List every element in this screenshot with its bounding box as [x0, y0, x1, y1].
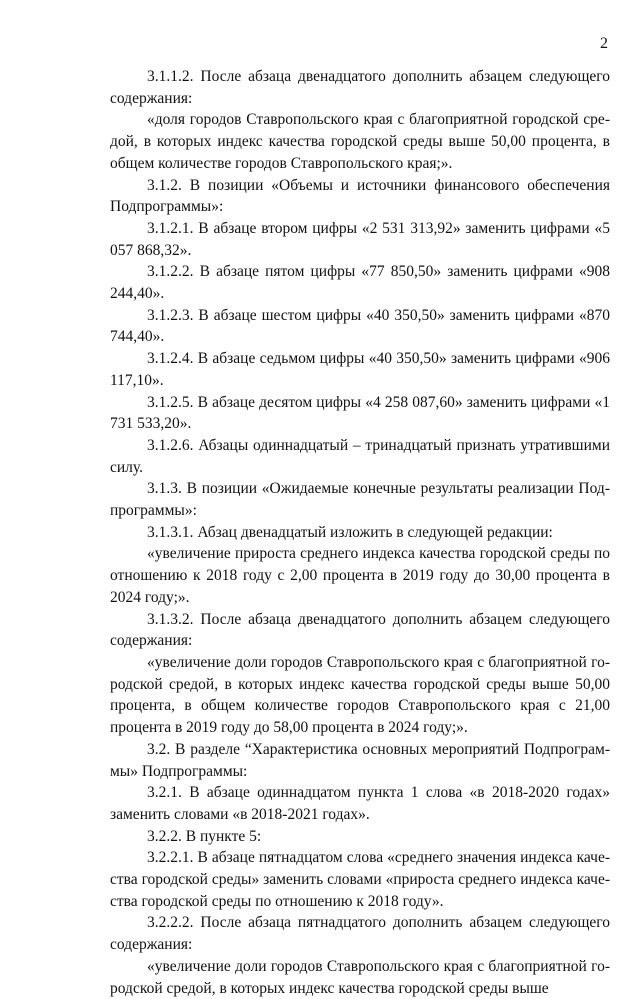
- paragraph-quote-share-cities: «доля городов Ставропольского края с благоприятной городской средой, в которых индекс качества городской среды выше 50,00 процента, в общем количестве городов Ставропольского края;».: [110, 111, 610, 172]
- document-body: [110, 66, 610, 999]
- paragraph-3-2-2: 3.2.2. В пункте 5:: [147, 827, 262, 845]
- paragraph-3-1-2-1: 3.1.2.1. В абзаце втором цифры «2 531 313,92» заменить цифрами «5 057 868,32».: [110, 219, 610, 259]
- paragraph-3-1-3-2: 3.1.3.2. После абзаца двенадцатого дополнить абзацем следующего содержания:: [110, 610, 610, 650]
- paragraph-3-1-2: 3.1.2. В позиции «Объемы и источники финансового обеспечения Подпрограммы»:: [110, 176, 610, 216]
- page-number: 2: [600, 35, 608, 52]
- paragraph-3-1-3: 3.1.3. В позиции «Ожидаемые конечные результаты реализации Подпрограммы»:: [110, 480, 610, 520]
- paragraph-3-2-1: 3.2.1. В абзаце одиннадцатом пункта 1 слова «в 2018-2020 годах» заменить словами «в 2018-2021 годах».: [110, 784, 610, 823]
- paragraph-3-1-2-5: 3.1.2.5. В абзаце десятом цифры «4 258 087,60» заменить цифрами «1 731 533,20».: [110, 393, 610, 433]
- paragraph-3-2-2-2: 3.2.2.2. После абзаца пятнадцатого дополнить абзацем следующего содержания:: [110, 914, 610, 954]
- paragraph-3-1-2-3: 3.1.2.3. В абзаце шестом цифры «40 350,50» заменить цифрами «870 744,40».: [110, 306, 610, 346]
- paragraph-quote-share-increase: «увеличение доли городов Ставропольского края с благоприятной городской средой, в которых индекс качества городской среды выше 50,00 процента, в общем количестве городов Ставропольского края с 21,00 процента в 2019 году до 58,00 процента в 2024 году;».: [110, 653, 610, 737]
- paragraph-quote-share-increase-continued: «увеличение доли городов Ставропольского края с благоприятной городской средой, в которых индекс качества городской среды выше: [110, 957, 610, 997]
- paragraph-quote-growth-index: «увеличение прироста среднего индекса качества городской среды по отношению к 2018 году с 2,00 процента в 2019 году до 30,00 процента в 2024 году;».: [110, 545, 610, 606]
- paragraph-3-1-2-2: 3.1.2.2. В абзаце пятом цифры «77 850,50» заменить цифрами «908 244,40».: [110, 263, 610, 303]
- paragraph-3-2: 3.2. В разделе “Характеристика основных мероприятий Подпрограммы» Подпрограммы:: [110, 740, 610, 780]
- paragraph-3-1-2-6: 3.1.2.6. Абзацы одиннадцатый – тринадцатый признать утратившими силу.: [110, 436, 610, 476]
- paragraph-3-1-3-1: 3.1.3.1. Абзац двенадцатый изложить в следующей редакции:: [147, 523, 553, 541]
- paragraph-3-1-1-2: 3.1.1.2. После абзаца двенадцатого дополнить абзацем следующего содержания:: [110, 68, 610, 107]
- paragraph-3-2-2-1: 3.2.2.1. В абзаце пятнадцатом слова «среднего значения индекса качества городской среды» заменить словами «прироста среднего индекса качества городской среды по отношению к 2018 году».: [110, 849, 610, 910]
- paragraph-3-1-2-4: 3.1.2.4. В абзаце седьмом цифры «40 350,50» заменить цифрами «906 117,10».: [110, 350, 610, 389]
